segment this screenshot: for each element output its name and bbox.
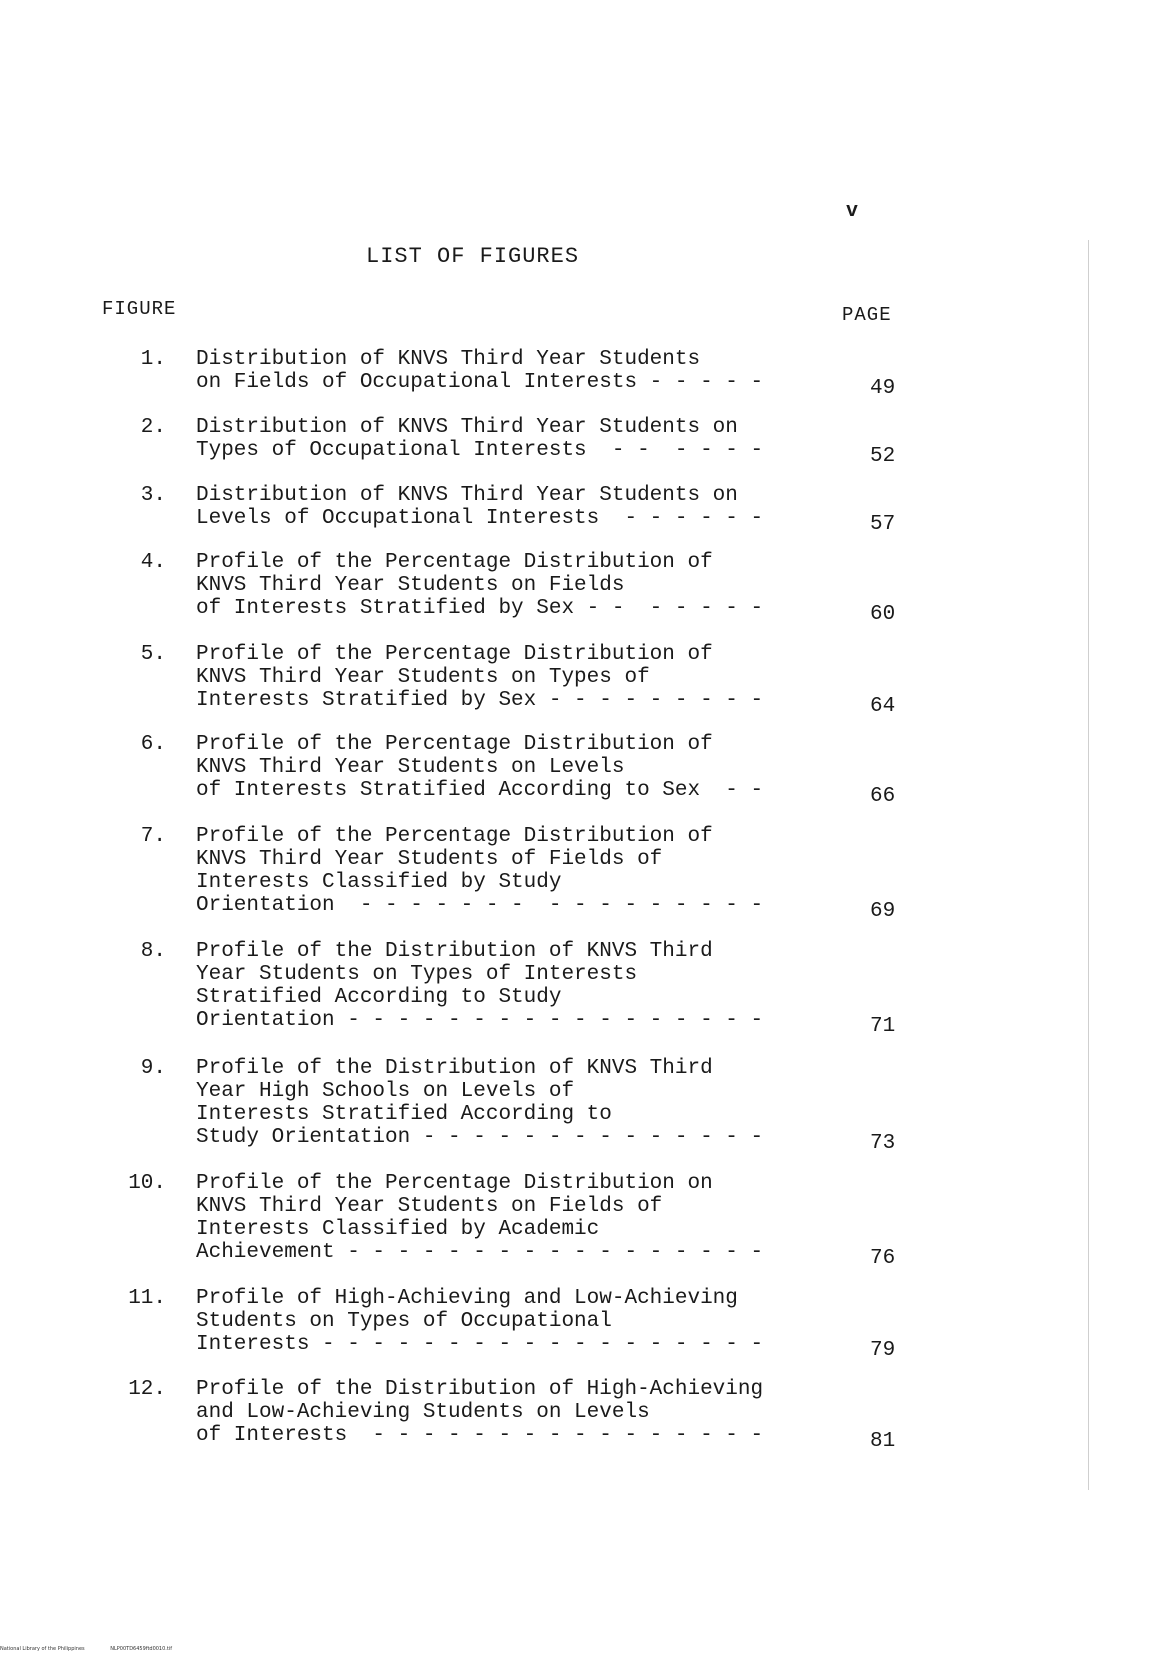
figure-number: 11. (128, 1287, 166, 1310)
figure-title-line: Distribution of KNVS Third Year Students (196, 348, 701, 371)
column-header-page: PAGE (842, 304, 892, 326)
figure-title (196, 733, 936, 802)
figure-number: 12. (128, 1378, 166, 1401)
figure-title-line: Interests Stratified by Sex - - - - - - - - - (196, 689, 764, 712)
figure-page-number: 81 (870, 1430, 896, 1453)
figure-page-number: 73 (870, 1132, 896, 1155)
figure-page-number: 49 (870, 377, 896, 400)
figure-title (196, 825, 936, 917)
figure-title-line: Profile of the Percentage Distribution of (196, 551, 713, 574)
figure-title (196, 1057, 936, 1149)
figure-title-line: KNVS Third Year Students on Fields (196, 574, 625, 597)
figure-title-line: Profile of the Percentage Distribution on (196, 1172, 713, 1195)
figure-page-number: 57 (870, 513, 896, 536)
figure-title-line: Levels of Occupational Interests - - - - - - (196, 507, 764, 530)
figure-title-line: Profile of the Percentage Distribution of (196, 733, 713, 756)
page-title: LIST OF FIGURES (366, 244, 580, 269)
figure-number: 5. (140, 643, 166, 666)
figure-title-line: of Interests Stratified by Sex - - - - - - - (196, 597, 764, 620)
figure-number: 2. (140, 416, 166, 439)
figure-page-number: 79 (870, 1339, 896, 1362)
figure-title-line: Interests Classified by Study (196, 871, 562, 894)
figure-title-line: Profile of the Distribution of KNVS Third (196, 940, 713, 963)
figure-title (196, 643, 936, 712)
figure-page-number: 64 (870, 695, 896, 718)
figure-title-line: of Interests - - - - - - - - - - - - - - - - (196, 1424, 764, 1447)
figure-title-line: Profile of the Distribution of High-Achieving (196, 1378, 764, 1401)
figure-title-line: KNVS Third Year Students on Fields of (196, 1195, 663, 1218)
figure-number: 9. (140, 1057, 166, 1080)
footer (0, 1646, 196, 1652)
column-header-figure: FIGURE (102, 298, 177, 320)
figure-page-number: 66 (870, 785, 896, 808)
figure-title-line: KNVS Third Year Students of Fields of (196, 848, 663, 871)
figure-title-line: Distribution of KNVS Third Year Students on (196, 484, 738, 507)
figure-number: 1. (140, 348, 166, 371)
figure-title-line: Students on Types of Occupational (196, 1310, 612, 1333)
figure-title (196, 1378, 936, 1447)
figure-title-line: Year High Schools on Levels of (196, 1080, 575, 1103)
figure-title-line: KNVS Third Year Students on Types of (196, 666, 650, 689)
figure-title (196, 551, 936, 620)
figure-title-line: and Low-Achieving Students on Levels (196, 1401, 650, 1424)
figure-title (196, 416, 936, 462)
figure-title-line: Profile of the Percentage Distribution of (196, 825, 713, 848)
figure-title-line: Profile of the Distribution of KNVS Third (196, 1057, 713, 1080)
figure-title-line: on Fields of Occupational Interests - - - - - (196, 371, 764, 394)
figure-page-number: 52 (870, 445, 896, 468)
figure-number: 6. (140, 733, 166, 756)
figure-title (196, 940, 936, 1032)
figure-number: 10. (128, 1172, 166, 1195)
figure-page-number: 60 (870, 603, 896, 626)
figure-title-line: of Interests Stratified According to Sex - - (196, 779, 764, 802)
figure-title-line: Interests - - - - - - - - - - - - - - - - - - (196, 1333, 764, 1356)
figure-number: 8. (140, 940, 166, 963)
figure-title-line: Profile of High-Achieving and Low-Achieving (196, 1287, 738, 1310)
figure-title-line: Interests Classified by Academic (196, 1218, 600, 1241)
figure-title (196, 1172, 936, 1264)
figure-number: 3. (140, 484, 166, 507)
figure-title (196, 484, 936, 530)
figure-title (196, 1287, 936, 1356)
figure-title (196, 348, 936, 394)
figure-title-line: Profile of the Percentage Distribution of (196, 643, 713, 666)
figure-title-line: Orientation - - - - - - - - - - - - - - - - (196, 894, 764, 917)
figure-page-number: 76 (870, 1247, 896, 1270)
figure-page-number: 71 (870, 1015, 896, 1038)
figure-title-line: Interests Stratified According to (196, 1103, 612, 1126)
page-number: v (846, 200, 859, 223)
figure-number: 7. (140, 825, 166, 848)
figure-title-line: Types of Occupational Interests - - - - - - (196, 439, 764, 462)
scan-edge-mark (1088, 240, 1089, 1490)
figure-number: 4. (140, 551, 166, 574)
figure-title-line: Stratified According to Study (196, 986, 562, 1009)
footer-filename: NLP00TD6459ftd0010.tif (110, 1646, 172, 1652)
figure-page-number: 69 (870, 900, 896, 923)
figure-title-line: Orientation - - - - - - - - - - - - - - - - - (196, 1009, 764, 1032)
figure-title-line: Distribution of KNVS Third Year Students on (196, 416, 738, 439)
figure-title-line: KNVS Third Year Students on Levels (196, 756, 625, 779)
figure-title-line: Achievement - - - - - - - - - - - - - - - - - (196, 1241, 764, 1264)
figure-title-line: Year Students on Types of Interests (196, 963, 638, 986)
footer-library: National Library of the Philippines (0, 1646, 85, 1652)
figure-title-line: Study Orientation - - - - - - - - - - - - - - (196, 1126, 764, 1149)
